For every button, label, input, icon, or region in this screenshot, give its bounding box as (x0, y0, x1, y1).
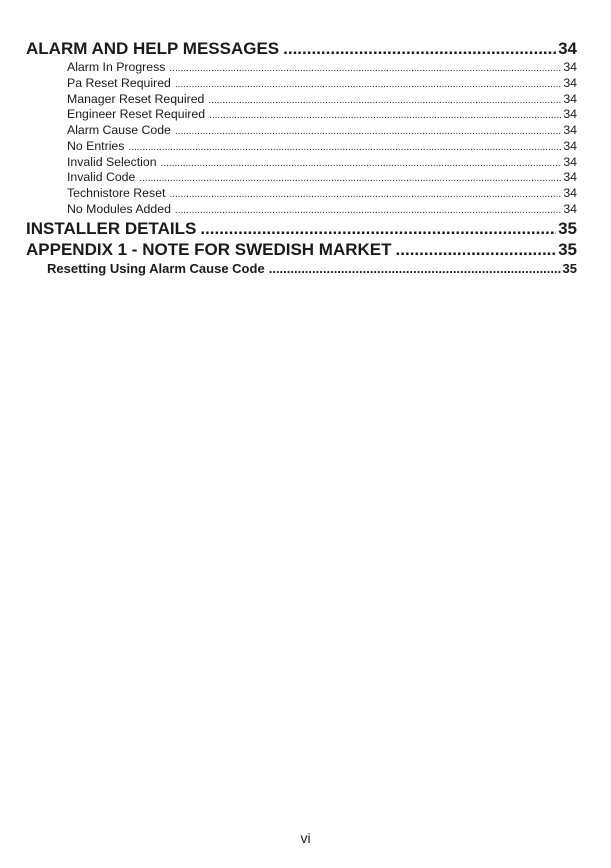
toc-page-number: 34 (558, 39, 577, 58)
toc-page-number: 34 (563, 91, 577, 106)
toc-entry-label: Resetting Using Alarm Cause Code (47, 260, 265, 276)
toc-entry-alarm-in-progress[interactable] (26, 60, 577, 76)
toc-chapter-appendix-1[interactable] (26, 239, 577, 260)
toc-page-number: 34 (563, 75, 577, 90)
leader-dots (269, 260, 561, 278)
leader-dots (209, 108, 561, 124)
toc-entry-label: Engineer Reset Required (67, 107, 206, 122)
toc-entry-invalid-selection[interactable] (26, 155, 577, 171)
leader-dots (128, 140, 561, 156)
toc-entry-technistore-reset[interactable] (26, 186, 577, 202)
toc-entry-label: Pa Reset Required (67, 75, 171, 90)
toc-page-number: 35 (558, 239, 577, 259)
toc-entry-alarm-cause-code[interactable] (26, 123, 577, 139)
toc-entry-label: Invalid Code (67, 170, 136, 185)
toc-chapter-alarm-help[interactable] (26, 38, 577, 59)
toc-page-number: 34 (563, 201, 577, 216)
page-footer-number: vi (300, 830, 311, 846)
toc-page-number: 34 (563, 60, 577, 74)
leader-dots (396, 239, 557, 260)
toc-page-number: 34 (563, 138, 577, 153)
toc-entry-no-modules-added[interactable] (26, 202, 577, 218)
toc-entry-no-entries[interactable] (26, 139, 577, 155)
toc-entry-label: Technistore Reset (67, 186, 166, 200)
leader-dots (200, 218, 556, 239)
toc-section-resetting-alarm-cause-code[interactable] (26, 260, 577, 278)
toc-entry-label: Invalid Selection (67, 154, 157, 169)
toc-entry-label: APPENDIX 1 - NOTE FOR SWEDISH MARKET (26, 239, 392, 259)
toc-entry-label: Manager Reset Required (67, 91, 205, 106)
toc-page-number: 35 (562, 260, 577, 276)
toc-entry-label: ALARM AND HELP MESSAGES (26, 39, 280, 58)
toc-page-number: 34 (563, 123, 577, 137)
toc-entry-label: INSTALLER DETAILS (26, 218, 197, 238)
leader-dots (169, 61, 561, 77)
toc-page-number: 35 (558, 218, 577, 238)
toc-page-number: 34 (563, 107, 577, 122)
leader-dots (161, 156, 562, 172)
leader-dots (139, 171, 561, 187)
leader-dots (175, 124, 561, 140)
toc-page-number: 34 (563, 170, 577, 185)
toc-entry-label: Alarm Cause Code (67, 123, 171, 137)
leader-dots (175, 77, 561, 93)
toc-page-number: 34 (563, 186, 577, 200)
toc-entry-pa-reset-required[interactable] (26, 76, 577, 92)
leader-dots (208, 93, 561, 109)
toc-entry-engineer-reset-required[interactable] (26, 107, 577, 123)
leader-dots (175, 203, 561, 219)
toc-entry-label: No Modules Added (67, 201, 171, 216)
toc-entry-label: No Entries (67, 138, 125, 153)
leader-dots (169, 187, 561, 203)
toc-entry-invalid-code[interactable] (26, 170, 577, 186)
toc-entry-label: Alarm In Progress (67, 60, 166, 74)
leader-dots (283, 38, 556, 59)
toc-chapter-installer-details[interactable] (26, 218, 577, 239)
table-of-contents (26, 38, 577, 278)
toc-entry-manager-reset-required[interactable] (26, 92, 577, 108)
toc-page-number: 34 (563, 154, 577, 169)
